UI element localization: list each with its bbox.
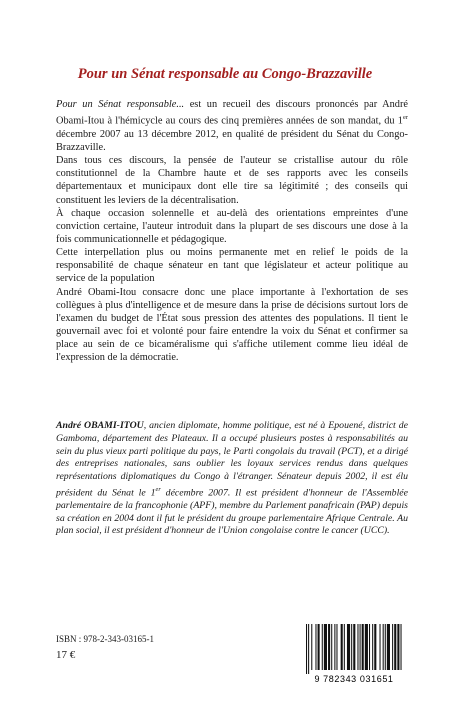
barcode-bar <box>372 624 373 670</box>
book-title: Pour un Sénat responsable au Congo-Brazzaville <box>77 66 373 82</box>
barcode-bar <box>387 624 390 670</box>
barcode-bar <box>374 624 376 670</box>
barcode-bar <box>331 624 332 670</box>
barcode-bar <box>369 624 370 670</box>
summary-title-italic: Pour un Sénat responsable... <box>56 99 185 110</box>
barcode-bar <box>336 624 337 670</box>
barcode-bar <box>351 624 352 670</box>
author-name: André OBAMI-ITOU <box>56 420 144 431</box>
barcode-bar <box>341 624 343 670</box>
barcode-bar <box>308 624 309 674</box>
barcode-bar <box>385 624 386 670</box>
summary-text: est un recueil des discours prononcés par André Obami-Itou à l'hémicycle au cours des cinq premières années de son mandat, du 1 <box>56 99 408 127</box>
barcode-image <box>300 622 408 684</box>
barcode-bar <box>324 624 327 670</box>
barcode-bar <box>347 624 350 670</box>
barcode-bar <box>306 624 307 674</box>
summary-paragraph-1 <box>56 98 408 154</box>
barcode-bar <box>334 624 335 670</box>
barcode-bar <box>318 624 320 670</box>
barcode-bar <box>392 624 393 670</box>
summary-paragraph-2: Dans tous ces discours, la pensée de l'auteur se cristallise autour du rôle constitutionnel de la Chambre haute et de ses rapports avec les conseils départementaux et municipaux dont elle tire sa légitimité ; des conseils qui constituent les leviers de la décentralisation. <box>56 155 408 206</box>
barcode-bar <box>362 624 364 670</box>
barcode-bar <box>365 624 368 670</box>
barcode-bar <box>383 624 384 670</box>
barcode-bar <box>353 624 355 670</box>
barcode-bar <box>328 624 330 670</box>
barcode-bars <box>306 624 402 674</box>
book-summary <box>56 98 408 365</box>
barcode-bar <box>397 624 399 670</box>
summary-paragraph-3: À chaque occasion solennelle et au-delà des orientations empreintes d'une conviction certaine, l'auteur introduit dans la plupart de ses discours une dose à la fois communicationnelle et pédagogique. <box>56 207 408 245</box>
isbn: ISBN : 978-2-343-03165-1 <box>56 634 154 644</box>
barcode-bar <box>380 624 381 670</box>
superscript: er <box>402 114 408 122</box>
barcode-bar <box>401 624 402 670</box>
summary-text: décembre 2007 au 13 décembre 2012, en qualité de président du Sénat du Congo-Brazzaville. <box>56 128 408 153</box>
author-bio <box>56 420 408 538</box>
barcode-bar <box>311 624 312 670</box>
barcode-bar <box>322 624 323 670</box>
summary-paragraph-4: Cette interpellation plus ou moins permanente met en relief le poids de la responsabilité de chaque sénateur en tant que législateur et acteur politique au service de la population <box>56 247 408 285</box>
barcode-bar <box>360 624 361 670</box>
price: 17 € <box>56 649 76 661</box>
barcode-number: 9 782343 031651 <box>314 674 394 684</box>
bio-text: , ancien diplomate, homme politique, est né à Epouené, district de Gamboma, département des Plateaux. Il a occupé plusieurs postes à responsabilités au sein du plus vieux parti politique du pays, le Parti congolais du travail (PCT), et a dirigé des entreprises nationales, sans oublier les loyaux services rendus dans quelques représentations diplomatiques du Congo à l'étranger. Sénateur depuis 2002, il est élu président du Sénat le 1 <box>56 420 408 499</box>
superscript: er <box>155 485 161 493</box>
barcode-bar <box>315 624 316 670</box>
summary-paragraph-5: André Obami-Itou consacre donc une place importante à l'exhortation de ses collègues à plus d'intelligence et de mesure dans la prise de décisions surtout lors de l'examen du budget de l'État sous pression des attentes des populations. Il tient le gouvernail avec foi et volonté pour faire entendre la voix du Sénat et confirmer sa place au sein de ce bicaméralisme qui s'affiche utilement comme lieu idéal de l'expression de la démocratie. <box>56 286 408 364</box>
barcode-bar <box>394 624 396 670</box>
bio-text: décembre 2007. Il est président d'honneur de l'Assemblée parlementaire de la francophonie (APF), membre du Parlement panafricain (PAP) depuis sa création en 2004 dont il fut le président du groupe parlementaire Afrique Centrale. Au plan social, il est président d'honneur de l'Union congolaise contre le cancer (UCC). <box>56 487 408 537</box>
barcode-bar <box>344 624 345 670</box>
barcode-bar <box>357 624 358 670</box>
barcode <box>300 622 408 684</box>
